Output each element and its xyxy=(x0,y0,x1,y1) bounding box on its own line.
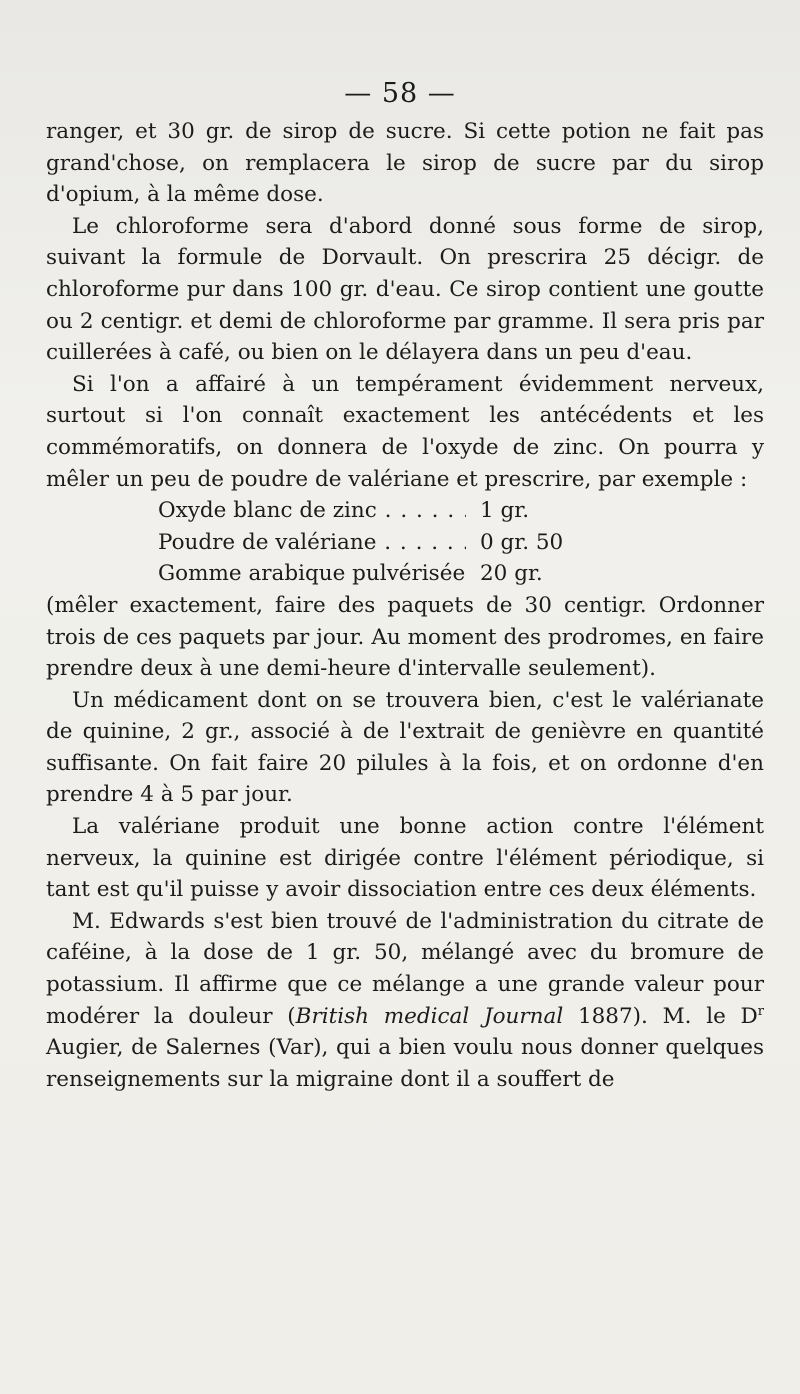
prescription-row xyxy=(46,558,764,590)
superscript: r xyxy=(757,1003,765,1019)
paragraph-valerian-action: La valériane produit une bonne action contre l'élément nerveux, la quinine est dirigée contre l'élément périodique, si tant est qu'il puisse y avoir dissociation entre ces deux éléments. xyxy=(46,814,764,903)
ingredient-name: Poudre de valériane . . . xyxy=(46,527,466,559)
paragraph-dosage-instructions: (mêler exactement, faire des paquets de 30 centigr. Ordonner trois de ces paquets par jour. Au moment des prodromes, en faire prendre deux à une demi-heure d'intervalle seulement). xyxy=(46,592,764,682)
paragraph-zinc-oxide: Si l'on a affairé à un tempérament évidemment nerveux, surtout si l'on connaît exactement les antécédents et les commémoratifs, on donnera de l'oxyde de zinc. On pourra y mêler un peu de poudre de valériane et prescrire, par exemple : xyxy=(46,371,764,492)
ingredient-quantity: 0 gr. 50 xyxy=(480,529,564,555)
prescription-list xyxy=(46,495,764,590)
paragraph-continuation: ranger, et 30 gr. de sirop de sucre. Si cette potion ne fait pas grand'chose, on remplacera le sirop de sucre par du sirop d'opium, à la même dose. xyxy=(46,119,764,208)
text-segment: Augier, de Salernes (Var), qui a bien voulu nous donner quelques renseignements sur la migraine dont il a souffert de xyxy=(46,1035,764,1092)
ingredient-quantity: 1 gr. xyxy=(480,498,530,524)
ingredient-name: Oxyde blanc de zinc . . . xyxy=(46,495,466,527)
page-number: — 58 — xyxy=(344,78,456,109)
prescription-row xyxy=(46,527,764,559)
ingredient-quantity: 20 gr. xyxy=(480,561,543,587)
paragraph-edwards xyxy=(46,906,764,1096)
journal-title: British medical Journal xyxy=(295,1003,564,1029)
paragraph-valerianate: Un médicament dont on se trouvera bien, c'est le valérianate de quinine, 2 gr., associé à de l'extrait de genièvre en quantité suffisante. On fait faire 20 pilules à la fois, et on ordonne d'en prendre 4 à 5 par jour. xyxy=(46,687,764,808)
text-segment: 1887). M. le D xyxy=(563,1003,758,1029)
text-segment: M. Edwards s'est bien trouvé de l'administration du citrate de caféine, à la dose de 1 gr. 50, mélangé avec du bromure de potassium. Il affirme que ce mélange a une grande valeur pour modérer la douleur ( xyxy=(46,908,764,1029)
page-body xyxy=(46,116,764,1095)
paragraph-chloroform: Le chloroforme sera d'abord donné sous forme de sirop, suivant la formule de Dorvault. On prescrira 25 décigr. de chloroforme pur dans 100 gr. d'eau. Ce sirop contient une goutte ou 2 centigr. et demi de chloroforme par gramme. Il sera pris par cuillerées à café, ou bien on le délayera dans un peu d'eau. xyxy=(46,213,764,366)
ingredient-name: Gomme arabique pulvérisée . . . xyxy=(46,558,466,590)
prescription-row xyxy=(46,495,764,527)
